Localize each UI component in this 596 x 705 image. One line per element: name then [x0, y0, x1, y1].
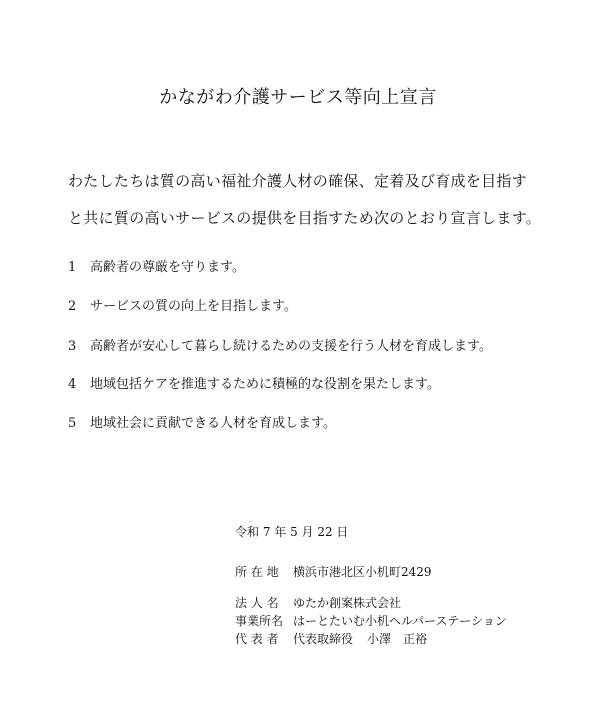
declaration-item: [68, 338, 492, 356]
declaration-date: 令和 7 年 5 月 22 日: [235, 525, 349, 539]
item-number: 5: [68, 416, 77, 431]
item-number: 4: [68, 377, 77, 392]
item-text: 地域包括ケアを推進するために積極的な役割を果たします。: [90, 377, 440, 392]
item-number: 3: [68, 339, 77, 354]
representative-title: 代表取締役: [293, 632, 354, 646]
corporation-label: 法 人 名: [235, 596, 279, 610]
representative-label: 代 表 者: [235, 632, 279, 646]
document-title: かながわ介護サービス等向上宣言: [159, 87, 437, 108]
item-number: 1: [68, 260, 77, 275]
representative-name: 小澤 正裕: [367, 632, 428, 646]
item-number: 2: [68, 299, 77, 314]
item-text: 高齢者が安心して暮らし続けるための支援を行う人材を育成します。: [90, 339, 492, 354]
corporation-row: [235, 595, 401, 611]
office-row: [235, 613, 507, 629]
declaration-item: [68, 298, 297, 316]
item-text: サービスの質の向上を目指します。: [90, 299, 297, 314]
item-text: 地域社会に貢献できる人材を育成します。: [90, 416, 336, 431]
declaration-item: [68, 376, 440, 394]
representative-row: [235, 631, 427, 647]
office-value: はーとたいむ小机ヘルパーステーション: [293, 614, 507, 628]
address-label: 所 在 地: [235, 565, 279, 579]
item-text: 高齢者の尊厳を守ります。: [90, 260, 245, 275]
address-value: 横浜市港北区小机町2429: [293, 565, 432, 579]
declaration-item: [68, 259, 245, 277]
corporation-value: ゆたか創案株式会社: [293, 596, 402, 610]
intro-line-1: わたしたちは質の高い福祉介護人材の確保、定着及び育成を目指す: [68, 172, 528, 190]
declaration-item: [68, 415, 336, 433]
address-row: [235, 564, 432, 580]
intro-line-2: と共に質の高いサービスの提供を目指すため次のとおり宣言します。: [68, 209, 542, 227]
office-label: 事業所名: [235, 614, 284, 628]
